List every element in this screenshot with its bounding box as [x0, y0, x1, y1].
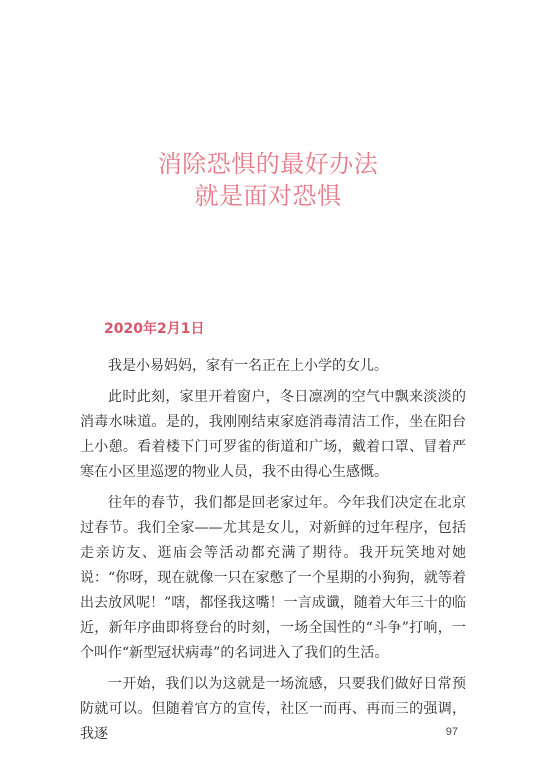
paragraph: 此时此刻，家里开着窗户，冬日凛冽的空气中飘来淡淡的消毒水味道。是的，我刚刚结束家庭消毒清洁工作，坐在阳台上小憩。看着楼下门可罗雀的街道和广场，戴着口罩、冒着严寒在小区里巡逻的物业人员，我不由得心生感慨。: [80, 389, 466, 480]
entry-body: [80, 354, 466, 753]
paragraph: 往年的春节，我们都是回老家过年。今年我们决定在北京过春节。我们全家——尤其是女儿，对新鲜的过年程序，包括走亲访友、逛庙会等活动都充满了期待。我开玩笑地对她说：“你呀，现在就像一只在家憋了一个星期的小狗狗，就等着出去放风呢！”嗐，都怪我这嘴！一言成谶，随着大年三十的临近，新年序曲即将登台的时刻，一场全国性的“斗争”打响，一个叫作“新型冠状病毒”的名词进入了我们的生活。: [80, 495, 466, 661]
paragraph: 我是小易妈妈，家有一名正在上小学的女儿。: [108, 358, 388, 374]
chapter-title-line-2: 就是面对恐惧: [194, 182, 342, 210]
entry-date: 2020年2月1日: [104, 321, 205, 337]
paragraph: 一开始，我们以为这就是一场流感，只要我们做好日常预防就可以。但随着官方的宣传，社区一而再、再而三的强调，我逐: [80, 676, 466, 742]
page-number: 97: [445, 726, 458, 738]
chapter-title-line-1: 消除恐惧的最好办法: [157, 150, 379, 178]
